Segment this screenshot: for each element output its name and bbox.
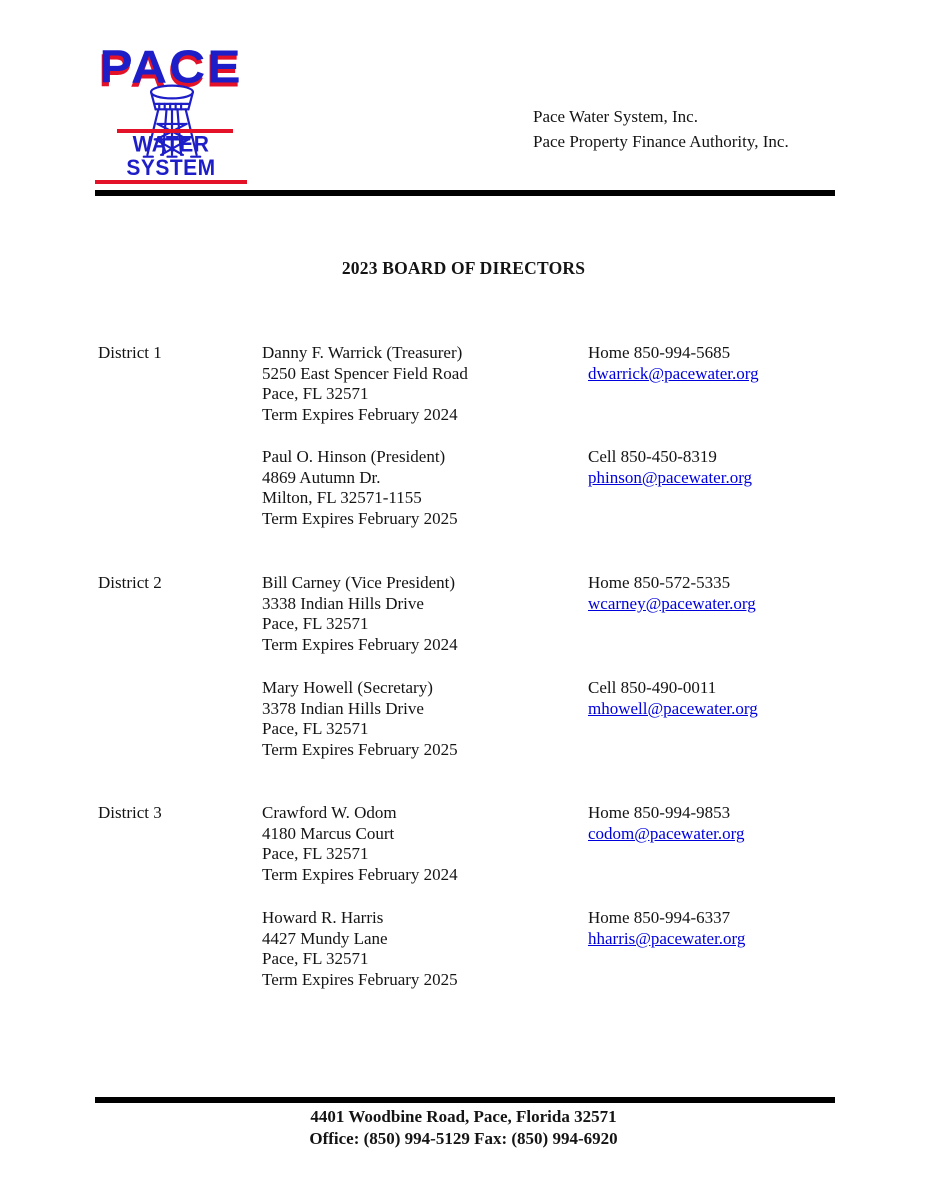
member-address2: Pace, FL 32571	[262, 949, 369, 969]
director-row	[0, 343, 927, 426]
header-rule	[95, 190, 835, 196]
logo-wordmark: PACE	[99, 41, 243, 93]
footer-contact: Office: (850) 994-5129 Fax: (850) 994-6920	[309, 1129, 618, 1148]
member-address2: Milton, FL 32571-1155	[262, 488, 422, 508]
district-label	[98, 908, 262, 991]
director-row	[0, 447, 927, 530]
pace-water-system-logo	[95, 42, 247, 184]
member-phone: Cell 850-490-0011	[588, 678, 717, 697]
member-phone: Home 850-994-6337	[588, 908, 731, 927]
member-address1: 4869 Autumn Dr.	[262, 467, 381, 487]
member-address1: 4180 Marcus Court	[262, 823, 395, 843]
member-term: Term Expires February 2025	[262, 740, 458, 760]
member-name: Paul O. Hinson (President)	[262, 447, 446, 466]
member-phone: Home 850-994-5685	[588, 343, 731, 362]
member-email-link[interactable]: hharris@pacewater.org	[588, 928, 746, 948]
org-name-line1: Pace Water System, Inc.	[533, 107, 698, 126]
logo-subtitle: WATER SYSTEM	[126, 132, 216, 181]
footer-address: 4401 Woodbine Road, Pace, Florida 32571	[310, 1107, 617, 1126]
logo-subtitle-block	[95, 129, 247, 184]
page-title: 2023 BOARD OF DIRECTORS	[341, 258, 586, 278]
member-name: Mary Howell (Secretary)	[262, 678, 433, 697]
org-names	[533, 104, 789, 154]
member-info	[262, 908, 588, 991]
footer	[0, 1106, 927, 1150]
member-address1: 5250 East Spencer Field Road	[262, 363, 468, 383]
logo-red-bar-bottom	[95, 180, 247, 184]
district-label	[98, 678, 262, 761]
director-row	[0, 803, 927, 886]
member-phone: Home 850-994-9853	[588, 803, 731, 822]
member-term: Term Expires February 2024	[262, 635, 458, 655]
member-contact	[588, 343, 927, 426]
district-label	[98, 447, 262, 530]
footer-rule	[95, 1097, 835, 1103]
member-address1: 3378 Indian Hills Drive	[262, 698, 424, 718]
district-label: District 1	[98, 343, 162, 362]
member-term: Term Expires February 2024	[262, 405, 458, 425]
member-address2: Pace, FL 32571	[262, 614, 369, 634]
org-name-line2: Pace Property Finance Authority, Inc.	[533, 132, 789, 151]
member-phone: Home 850-572-5335	[588, 573, 731, 592]
member-info	[262, 678, 588, 761]
member-term: Term Expires February 2025	[262, 509, 458, 529]
member-name: Howard R. Harris	[262, 908, 384, 927]
member-info	[262, 573, 588, 656]
member-address1: 4427 Mundy Lane	[262, 928, 388, 948]
member-contact	[588, 447, 927, 530]
district-label: District 2	[98, 573, 162, 592]
member-address2: Pace, FL 32571	[262, 719, 369, 739]
director-row	[0, 573, 927, 656]
member-phone: Cell 850-450-8319	[588, 447, 717, 466]
member-address1: 3338 Indian Hills Drive	[262, 593, 424, 613]
member-name: Bill Carney (Vice President)	[262, 573, 456, 592]
member-contact	[588, 803, 927, 886]
director-row	[0, 678, 927, 761]
member-term: Term Expires February 2025	[262, 970, 458, 990]
member-name: Danny F. Warrick (Treasurer)	[262, 343, 463, 362]
member-email-link[interactable]: wcarney@pacewater.org	[588, 593, 756, 613]
district-label: District 3	[98, 803, 162, 822]
member-email-link[interactable]: codom@pacewater.org	[588, 823, 745, 843]
member-term: Term Expires February 2024	[262, 865, 458, 885]
director-row	[0, 908, 927, 991]
member-address2: Pace, FL 32571	[262, 384, 369, 404]
member-email-link[interactable]: phinson@pacewater.org	[588, 467, 753, 487]
member-email-link[interactable]: mhowell@pacewater.org	[588, 698, 758, 718]
member-address2: Pace, FL 32571	[262, 844, 369, 864]
member-name: Crawford W. Odom	[262, 803, 397, 822]
member-info	[262, 343, 588, 426]
member-contact	[588, 573, 927, 656]
member-info	[262, 803, 588, 886]
member-contact	[588, 908, 927, 991]
member-email-link[interactable]: dwarrick@pacewater.org	[588, 363, 759, 383]
member-contact	[588, 678, 927, 761]
member-info	[262, 447, 588, 530]
